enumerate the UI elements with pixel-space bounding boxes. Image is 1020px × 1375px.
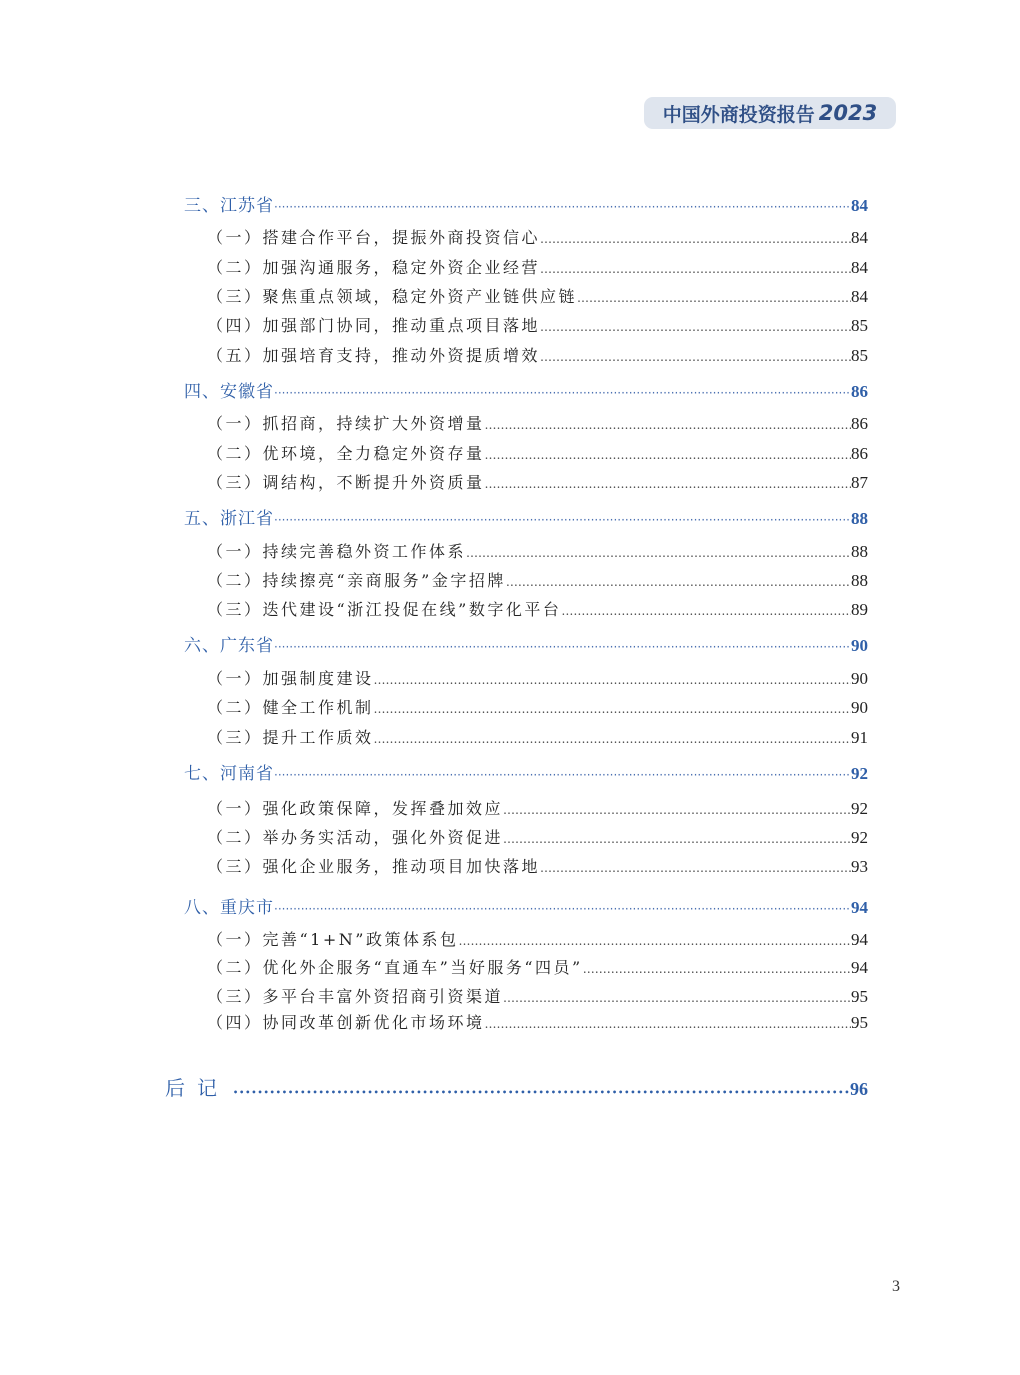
toc-item-label: （一）完善“1+N”政策体系包 xyxy=(207,930,459,949)
toc-leader xyxy=(274,386,851,400)
toc-page-number: 86 xyxy=(851,414,868,433)
toc-item[interactable] xyxy=(207,796,868,820)
toc-page-number: 84 xyxy=(851,287,868,306)
toc-item-label: （二）健全工作机制 xyxy=(207,698,374,717)
toc-item-label: （一）强化政策保障，发挥叠加效应 xyxy=(207,799,504,818)
toc-afterword-label: 后记 xyxy=(165,1076,229,1100)
toc-leader xyxy=(503,832,851,846)
toc-item[interactable] xyxy=(207,695,868,719)
toc-section-label: 八、重庆市 xyxy=(184,898,274,918)
toc-leader xyxy=(540,861,851,875)
toc-item-label: （一）持续完善稳外资工作体系 xyxy=(207,542,467,561)
toc-leader xyxy=(274,513,851,527)
toc-item-label: （一）加强制度建设 xyxy=(207,669,374,688)
toc-page-number: 94 xyxy=(851,930,868,949)
toc-page-number: 95 xyxy=(851,987,868,1006)
toc-leader xyxy=(503,803,851,817)
toc-page-number: 90 xyxy=(851,698,868,717)
toc-item[interactable] xyxy=(207,539,868,563)
toc-item[interactable] xyxy=(207,725,868,749)
toc-page-number: 94 xyxy=(851,958,868,977)
toc-leader xyxy=(485,1017,851,1031)
toc-leader xyxy=(506,575,851,589)
toc-section-jiangsu[interactable] xyxy=(184,191,868,215)
toc-afterword[interactable] xyxy=(165,1072,868,1100)
toc-item-label: （三）强化企业服务，推动项目加快落地 xyxy=(207,857,541,876)
toc-item-label: （二）举办务实活动，强化外资促进 xyxy=(207,828,504,847)
toc-page-number: 87 xyxy=(851,473,868,492)
toc-item-label: （三）多平台丰富外资招商引资渠道 xyxy=(207,987,504,1006)
toc-item[interactable] xyxy=(207,255,868,279)
toc-page-number: 88 xyxy=(851,542,868,561)
toc-leader xyxy=(540,350,851,364)
toc-page-number: 85 xyxy=(851,316,868,335)
toc-leader xyxy=(274,768,851,782)
toc-page-number: 92 xyxy=(851,828,868,847)
toc-leader xyxy=(466,546,851,560)
toc-leader xyxy=(540,232,851,246)
toc-section-chongqing[interactable] xyxy=(184,893,868,917)
toc-section-guangdong[interactable] xyxy=(184,631,868,655)
toc-leader xyxy=(503,991,851,1005)
toc-leader xyxy=(458,934,851,948)
page-number: 3 xyxy=(892,1278,900,1295)
toc-leader xyxy=(485,477,851,491)
toc-page-number: 86 xyxy=(851,382,868,401)
toc-leader xyxy=(540,320,851,334)
toc-item[interactable] xyxy=(207,284,868,308)
toc-section-label: 五、浙江省 xyxy=(184,509,274,529)
toc-section-label: 四、安徽省 xyxy=(184,382,274,402)
toc-page-number: 85 xyxy=(851,346,868,365)
toc-section-label: 七、河南省 xyxy=(184,764,274,784)
toc-item[interactable] xyxy=(207,313,868,337)
toc-leader xyxy=(561,604,851,618)
report-year: 2023 xyxy=(818,101,878,125)
toc-leader xyxy=(374,732,851,746)
toc-item-label: （二）优化外企服务“直通车”当好服务“四员” xyxy=(207,958,583,977)
toc-item-label: （二）优环境，全力稳定外资存量 xyxy=(207,444,485,463)
toc-section-henan[interactable] xyxy=(184,759,868,783)
toc-item[interactable] xyxy=(207,927,868,951)
report-title: 中国外商投资报告 xyxy=(662,103,815,126)
toc-item-label: （三）提升工作质效 xyxy=(207,728,374,747)
toc-page-number: 84 xyxy=(851,228,868,247)
toc-page-number: 84 xyxy=(851,196,868,215)
toc-item[interactable] xyxy=(207,955,868,979)
toc-section-anhui[interactable] xyxy=(184,377,868,401)
toc-leader xyxy=(577,291,851,305)
toc-item[interactable] xyxy=(207,343,868,367)
toc-item-label: （三）迭代建设“浙江投促在线”数字化平台 xyxy=(207,600,562,619)
report-title-badge xyxy=(644,97,896,129)
toc-item[interactable] xyxy=(207,1010,868,1034)
toc-page-number: 88 xyxy=(851,509,868,528)
toc-item-label: （四）加强部门协同，推动重点项目落地 xyxy=(207,316,541,335)
toc-item[interactable] xyxy=(207,411,868,435)
toc-item[interactable] xyxy=(207,825,868,849)
toc-leader xyxy=(274,902,851,916)
toc-leader xyxy=(274,640,851,654)
toc-page-number: 93 xyxy=(851,857,868,876)
toc-page-number: 89 xyxy=(851,600,868,619)
toc-page-number: 95 xyxy=(851,1013,868,1032)
toc-section-label: 三、江苏省 xyxy=(184,196,274,216)
toc-item[interactable] xyxy=(207,854,868,878)
toc-item[interactable] xyxy=(207,470,868,494)
toc-page-number: 86 xyxy=(851,444,868,463)
toc-leader xyxy=(233,1081,850,1099)
toc-item-label: （一）抓招商，持续扩大外资增量 xyxy=(207,414,485,433)
toc-section-label: 六、广东省 xyxy=(184,636,274,656)
toc-section-zhejiang[interactable] xyxy=(184,504,868,528)
toc-leader xyxy=(583,962,851,976)
toc-leader xyxy=(374,702,851,716)
toc-page-number: 92 xyxy=(851,764,868,783)
toc-page-number: 88 xyxy=(851,571,868,590)
toc-item-label: （三）聚焦重点领域，稳定外资产业链供应链 xyxy=(207,287,578,306)
toc-item[interactable] xyxy=(207,225,868,249)
toc-item-label: （五）加强培育支持，推动外资提质增效 xyxy=(207,346,541,365)
toc-item[interactable] xyxy=(207,597,868,621)
toc-item[interactable] xyxy=(207,984,868,1008)
toc-leader xyxy=(485,448,851,462)
toc-page-number: 90 xyxy=(851,669,868,688)
toc-page-number: 90 xyxy=(851,636,868,655)
toc-item[interactable] xyxy=(207,568,868,592)
toc-leader xyxy=(374,673,851,687)
toc-item-label: （二）持续擦亮“亲商服务”金字招牌 xyxy=(207,571,506,590)
toc-page-number: 91 xyxy=(851,728,868,747)
toc-leader xyxy=(540,262,851,276)
toc-item-label: （四）协同改革创新优化市场环境 xyxy=(207,1013,485,1032)
toc-item[interactable] xyxy=(207,666,868,690)
toc-item-label: （三）调结构，不断提升外资质量 xyxy=(207,473,485,492)
toc-leader xyxy=(485,418,851,432)
toc-page-number: 84 xyxy=(851,258,868,277)
toc-item-label: （二）加强沟通服务，稳定外资企业经营 xyxy=(207,258,541,277)
toc-item-label: （一）搭建合作平台，提振外商投资信心 xyxy=(207,228,541,247)
toc-page-number: 94 xyxy=(851,898,868,917)
toc-page-number: 96 xyxy=(850,1079,868,1099)
toc-item[interactable] xyxy=(207,441,868,465)
toc-leader xyxy=(274,200,851,214)
toc-page-number: 92 xyxy=(851,799,868,818)
